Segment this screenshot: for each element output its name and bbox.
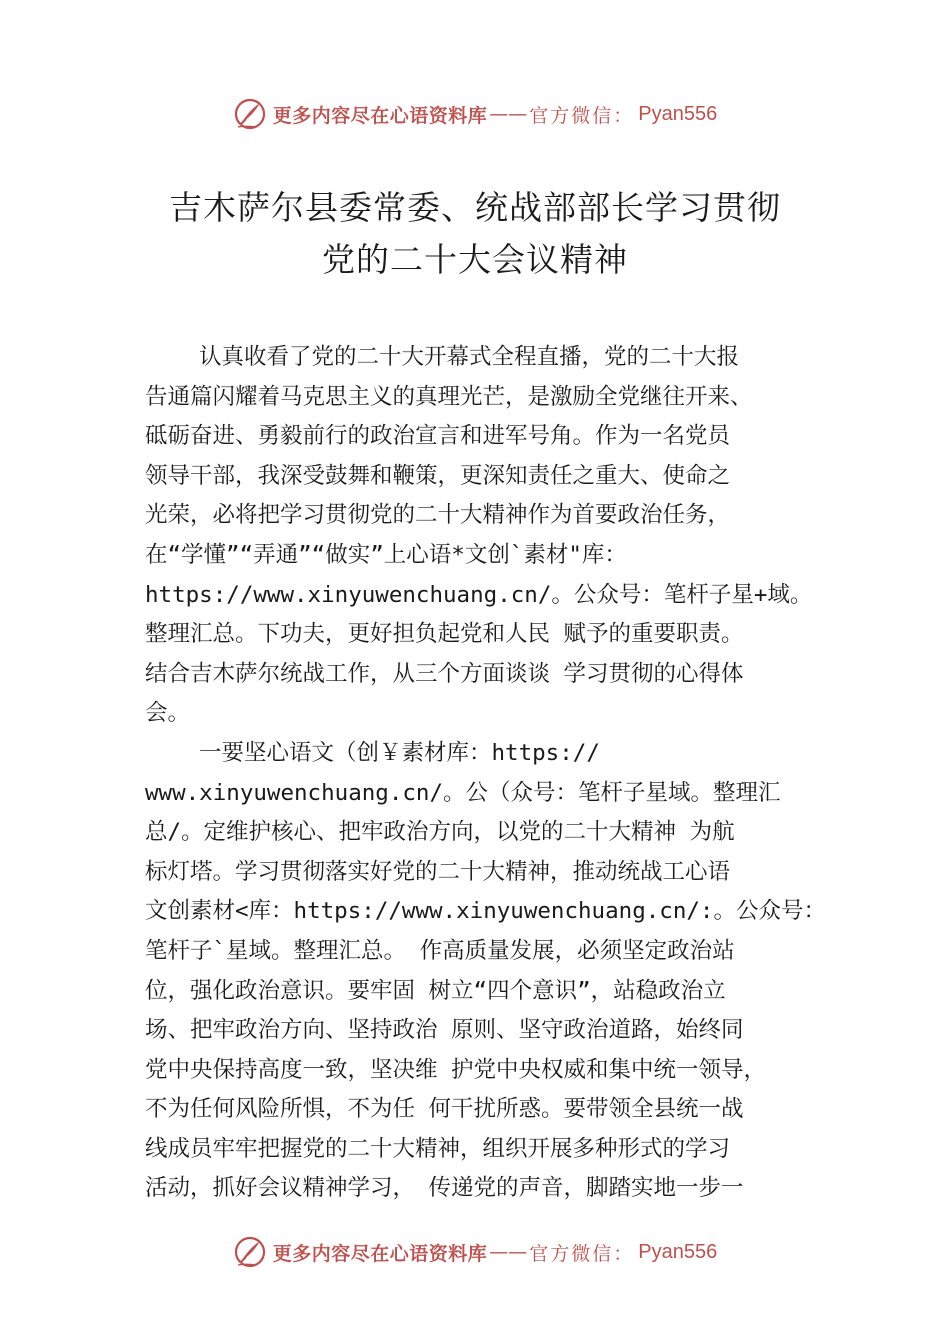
body-line: 场、把牢政治方向、坚持政治 原则、坚守政治道路，始终同 — [145, 1017, 744, 1044]
body-line: 笔杆子`星域。整理汇总。 作高质量发展，必须坚定政治站 — [145, 937, 735, 964]
body-line: 党中央保持高度一致，坚决维 护党中央权威和集中统一领导， — [145, 1056, 767, 1083]
body-line: 活动，抓好会议精神学习， 传递党的声音，脚踏实地一步一 — [145, 1175, 744, 1202]
document-title — [0, 182, 950, 286]
footer-watermark-banner — [0, 1230, 950, 1274]
brand-text: 更多内容尽在心语资料库 — [272, 104, 488, 127]
wechat-id: Pyan556 — [638, 102, 718, 125]
body-line: 告通篇闪耀着马克思主义的真理光芒，是激励全党继往开来、 — [145, 383, 753, 410]
body-line: 结合吉木萨尔统战工作，从三个方面谈谈 学习贯彻的心得体 — [145, 660, 744, 687]
brand-text: 更多内容尽在心语资料库 — [272, 1242, 488, 1265]
title-line-2: 党的二十大会议精神 — [322, 240, 628, 279]
body-line: www.xinyuwenchuang.cn/。公（众号：笔杆子星域。整理汇 — [145, 779, 781, 806]
body-line: 线成员牢牢把握党的二十大精神，组织开展多种形式的学习 — [145, 1135, 731, 1162]
body-line: 总/。定维护核心、把牢政治方向，以党的二十大精神 为航 — [145, 819, 735, 846]
body-line: 在“学懂”“弄通”“做实”上心语*文创`素材"库： — [145, 541, 627, 568]
body-line: https://www.xinyuwenchuang.cn/。公众号：笔杆子星+域。 — [145, 581, 813, 608]
wechat-label: 官方微信： — [529, 1242, 635, 1265]
body-line: 砥砺奋进、勇毅前行的政治宣言和进军号角。作为一名党员 — [145, 423, 731, 450]
quill-pen-logo-icon — [233, 1235, 267, 1269]
body-line: 标灯塔。学习贯彻落实好党的二十大精神，推动统战工心语 — [145, 858, 731, 885]
quill-pen-logo-icon — [233, 97, 267, 131]
wechat-label: 官方微信： — [529, 104, 635, 127]
title-line-1: 吉木萨尔县委常委、统战部部长学习贯彻 — [169, 188, 781, 227]
banner-separator: —— — [489, 103, 528, 125]
banner-separator: —— — [489, 1241, 528, 1263]
body-line: 光荣，必将把学习贯彻党的二十大精神作为首要政治任务， — [145, 502, 731, 529]
body-line: 整理汇总。下功夫，更好担负起党和人民 赋予的重要职责。 — [145, 621, 744, 648]
header-watermark-banner — [0, 92, 950, 136]
body-line: 认真收看了党的二十大开幕式全程直播，党的二十大报 — [199, 344, 740, 370]
body-line: 文创素材<库：https://www.xinyuwenchuang.cn/:。公众号： — [145, 898, 826, 925]
body-line: 会。 — [145, 700, 191, 727]
body-line: 一要坚心语文（创￥素材库：https:// — [199, 739, 600, 766]
wechat-id: Pyan556 — [638, 1240, 718, 1263]
body-line: 位，强化政治意识。要牢固 树立“四个意识”，站稳政治立 — [145, 977, 726, 1004]
body-line: 不为任何风险所惧，不为任 何干扰所惑。要带领全县统一战 — [145, 1096, 744, 1123]
body-line: 领导干部，我深受鼓舞和鞭策，更深知责任之重大、使命之 — [145, 462, 731, 489]
document-body — [145, 338, 835, 1209]
